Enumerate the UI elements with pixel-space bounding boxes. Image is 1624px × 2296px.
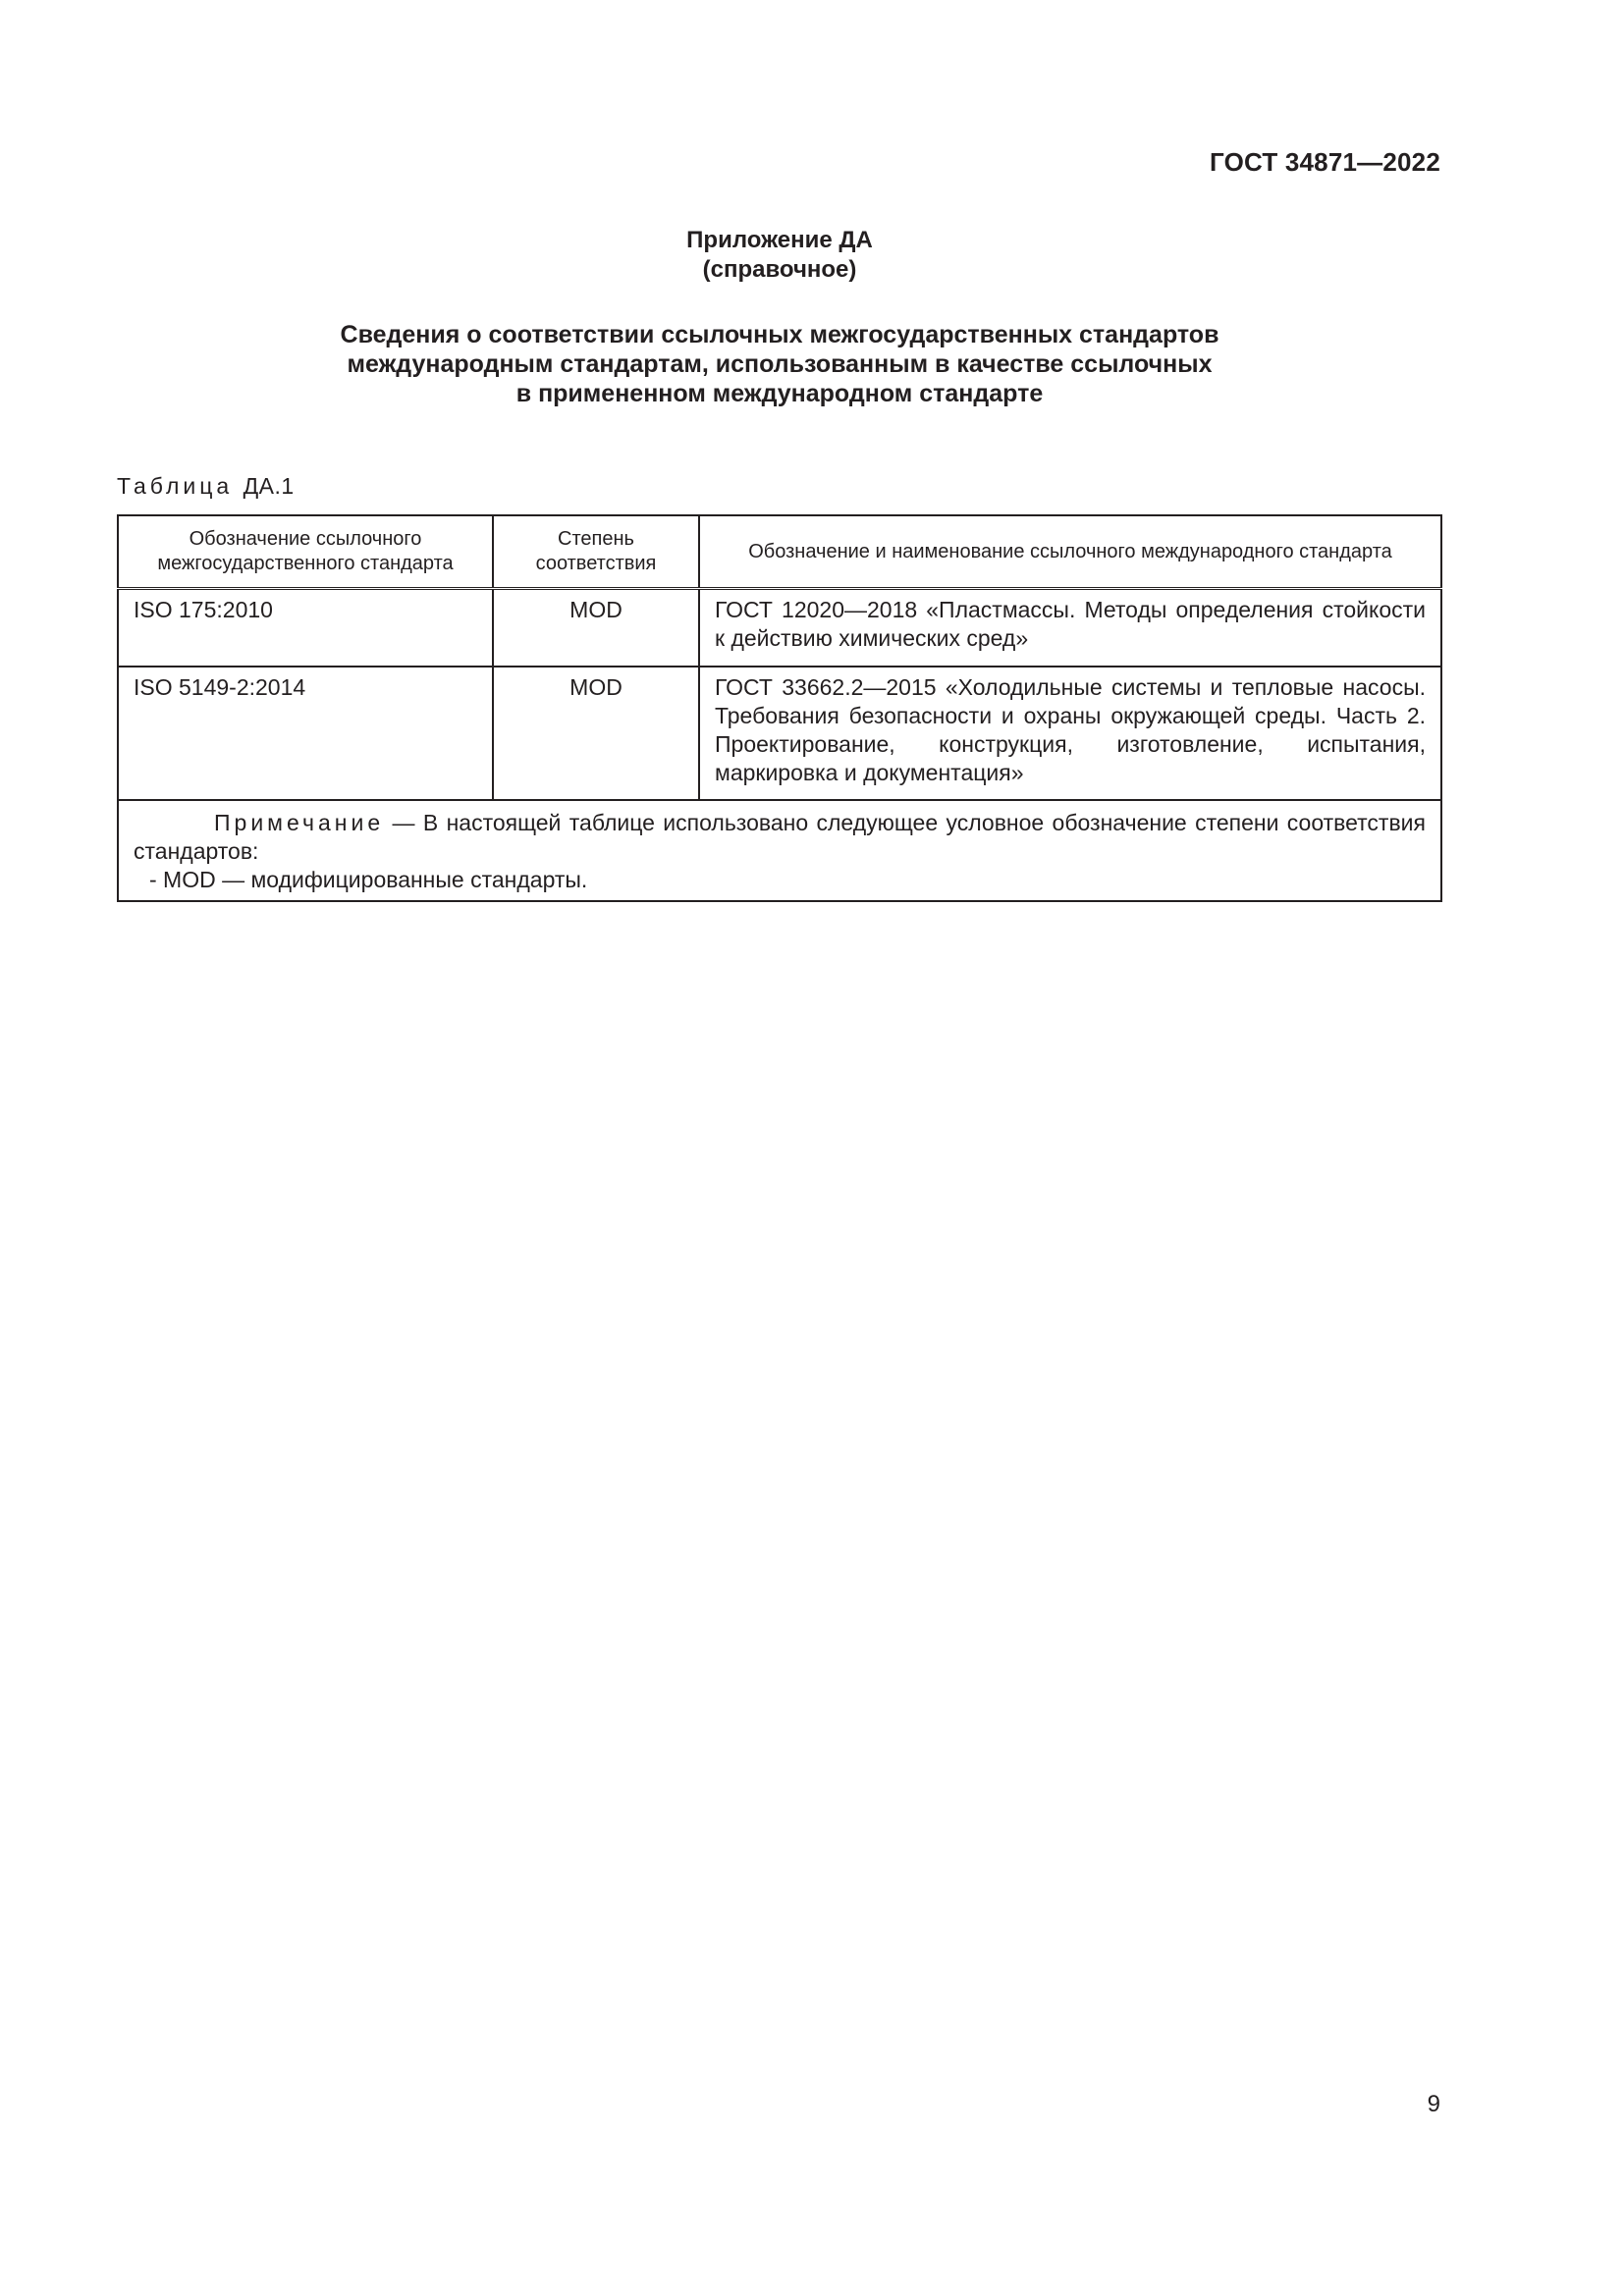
table-caption-number: ДА.1 [243,473,295,499]
page-number: 9 [1427,2091,1440,2117]
cell-degree: MOD [493,589,699,667]
correspondence-table [117,514,1442,902]
header-designation: Обозначение ссылочного межгосударственного стандарта [118,515,493,589]
cell-degree: MOD [493,667,699,800]
table-caption [117,473,295,500]
cell-designation: ISO 5149-2:2014 [118,667,493,800]
note-list-item: - MOD — модифицированные стандарты. [149,867,588,892]
cell-designation: ISO 175:2010 [118,589,493,667]
section-title-line-3: в примененном международном стандарте [515,380,1044,407]
note-label: Примечание [214,810,385,835]
table-note [118,800,1441,901]
table-row [118,667,1441,800]
note-paragraph [134,809,1426,866]
note-text: — В настоящей таблице использовано следующее условное обозначение степени соответствия стандартов: [134,810,1426,864]
appendix-heading [0,226,1559,285]
section-title [0,320,1559,408]
cell-description: ГОСТ 12020—2018 «Пластмассы. Методы определения стойкости к действию химических сред» [699,589,1441,667]
cell-description: ГОСТ 33662.2—2015 «Холодильные системы и тепловые насосы. Требования безопасности и охраны окружающей среды. Часть 2. Проектирование, конструкция, изготовление, испытания, маркировка и документация» [699,667,1441,800]
section-title-line-2: международным стандартам, использованным в качестве ссылочных [347,350,1213,378]
section-title-line-1: Сведения о соответствии ссылочных межгосударственных стандартов [340,321,1219,348]
table-row [118,589,1441,667]
table-caption-word: Таблица [117,473,234,499]
appendix-status: (справочное) [702,256,857,283]
header-description: Обозначение и наименование ссылочного международного стандарта [699,515,1441,589]
table-header-row [118,515,1441,589]
document-code: ГОСТ 34871—2022 [1210,147,1440,177]
table-note-row [118,800,1441,901]
appendix-title: Приложение ДА [686,227,873,253]
header-degree: Степень соответствия [493,515,699,589]
